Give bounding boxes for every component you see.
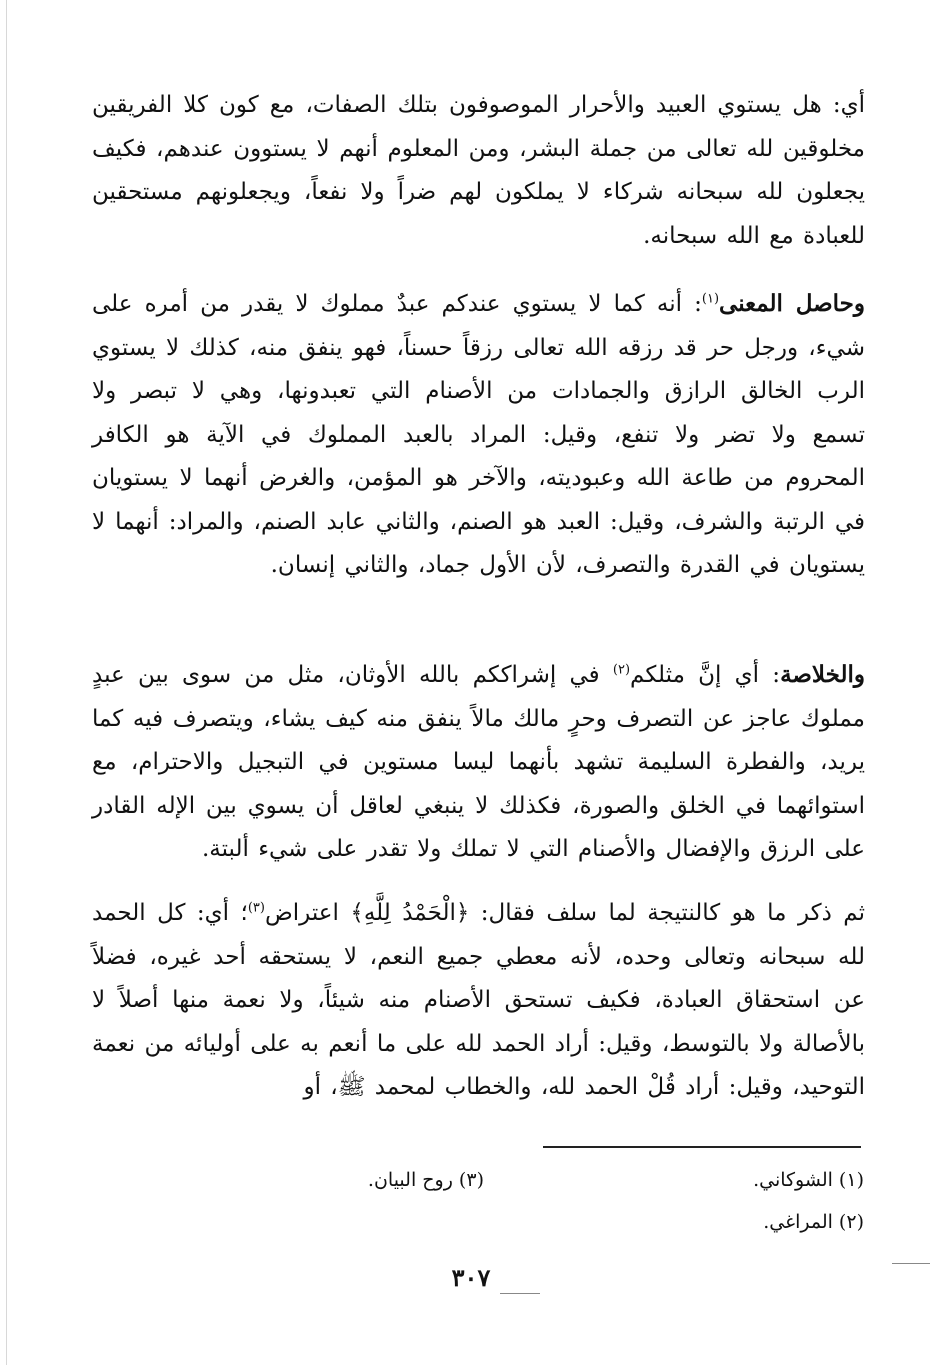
paragraph-3-text-b: في إشراككم بالله الأوثان، مثل من سوى بين عبدٍ مملوك عاجز عن التصرف وحرٍ مالك مالاً ينفق منه كيف يشاء، ويتصرف فيه كما يريد، والفطرة السليمة تشهد بأنهما ليسا مستوين في التبجيل والاحترام، مع استوائهما في الخلق والصورة، فكذلك لا ينبغي لعاقل أن يسوي بين الإله القادر على الرزق والإفضال والأصنام التي لا تملك ولا تقدر على شيء ألبتة.: [92, 662, 865, 862]
footnote-ref-2: (٢): [612, 662, 631, 678]
paragraph-4-text-a: ثم ذكر ما هو كالنتيجة لما سلف فقال: ﴿الْحَمْدُ لِلَّهِ﴾ اعتراض: [264, 900, 865, 926]
paragraph-1-text: أي: هل يستوي العبيد والأحرار الموصوفون بتلك الصفات، مع كون كلا الفريقين مخلوقين لله تعالى من جملة البشر، ومن المعلوم أنهم لا يستوون عندهم، فكيف يجعلون لله سبحانه شركاء لا يملكون لهم ضراً ولا نفعاً، ويجعلونهم مستحقين للعبادة مع الله سبحانه.: [92, 92, 865, 249]
footnote-3: (٣) روح البيان.: [367, 1169, 484, 1191]
margin-mark: [892, 1263, 930, 1264]
paragraph-2: [92, 282, 865, 588]
paragraph-4: [92, 892, 865, 1110]
page-number: ٣٠٧: [451, 1263, 491, 1292]
paragraph-3: [92, 653, 865, 872]
paragraph-1: [92, 84, 865, 258]
footnote-divider: [543, 1146, 861, 1148]
paragraph-3-heading: والخلاصة: [780, 661, 865, 688]
footnote-ref-3: (٣): [247, 900, 265, 916]
paragraph-2-heading: وحاصل المعنى: [719, 290, 865, 317]
footnote-1: (١) الشوكاني.: [753, 1169, 864, 1191]
paragraph-4-text-b: ؛ أي: كل الحمد لله سبحانه وتعالى وحده، لأنه معطي جميع النعم، لا يستحقه أحد غيره، فضلاً عن استحقاق العبادة، فكيف تستحق الأصنام منه شيئاً، ولا نعمة منها أصلاً لا بالأصالة ولا بالتوسط، وقيل: أراد الحمد لله على ما أنعم به على أوليائه من نعمة التوحيد، وقيل: أراد قُلْ الحمد لله، والخطاب لمحمد ﷺ، أو: [92, 900, 865, 1100]
footnote-2: (٢) المراغي.: [763, 1211, 864, 1233]
footnote-ref-1: (١): [701, 291, 720, 307]
paragraph-3-text-a: : أي إنَّ مثلكم: [630, 662, 781, 688]
page-edge: [6, 0, 7, 1365]
page-number-underline: [500, 1293, 540, 1294]
paragraph-2-text: : أنه كما لا يستوي عندكم عبدٌ مملوك لا يقدر من أمره على شيء، ورجل حر قد رزقه الله تعالى رزقاً حسناً، فهو ينفق منه، كذلك لا يستوي الرب الخالق الرازق والجمادات من الأصنام التي تعبدونها، وهي لا تبصر ولا تسمع ولا تضر ولا تنفع، وقيل: المراد بالعبد المملوك في الآية هو الكافر المحروم من طاعة الله وعبوديته، والآخر هو المؤمن، والغرض أنهما لا يستويان في الرتبة والشرف، وقيل: العبد هو الصنم، والثاني عابد الصنم، والمراد: أنهما لا يستويان في القدرة والتصرف، لأن الأول جماد، والثاني إنسان.: [92, 291, 865, 578]
